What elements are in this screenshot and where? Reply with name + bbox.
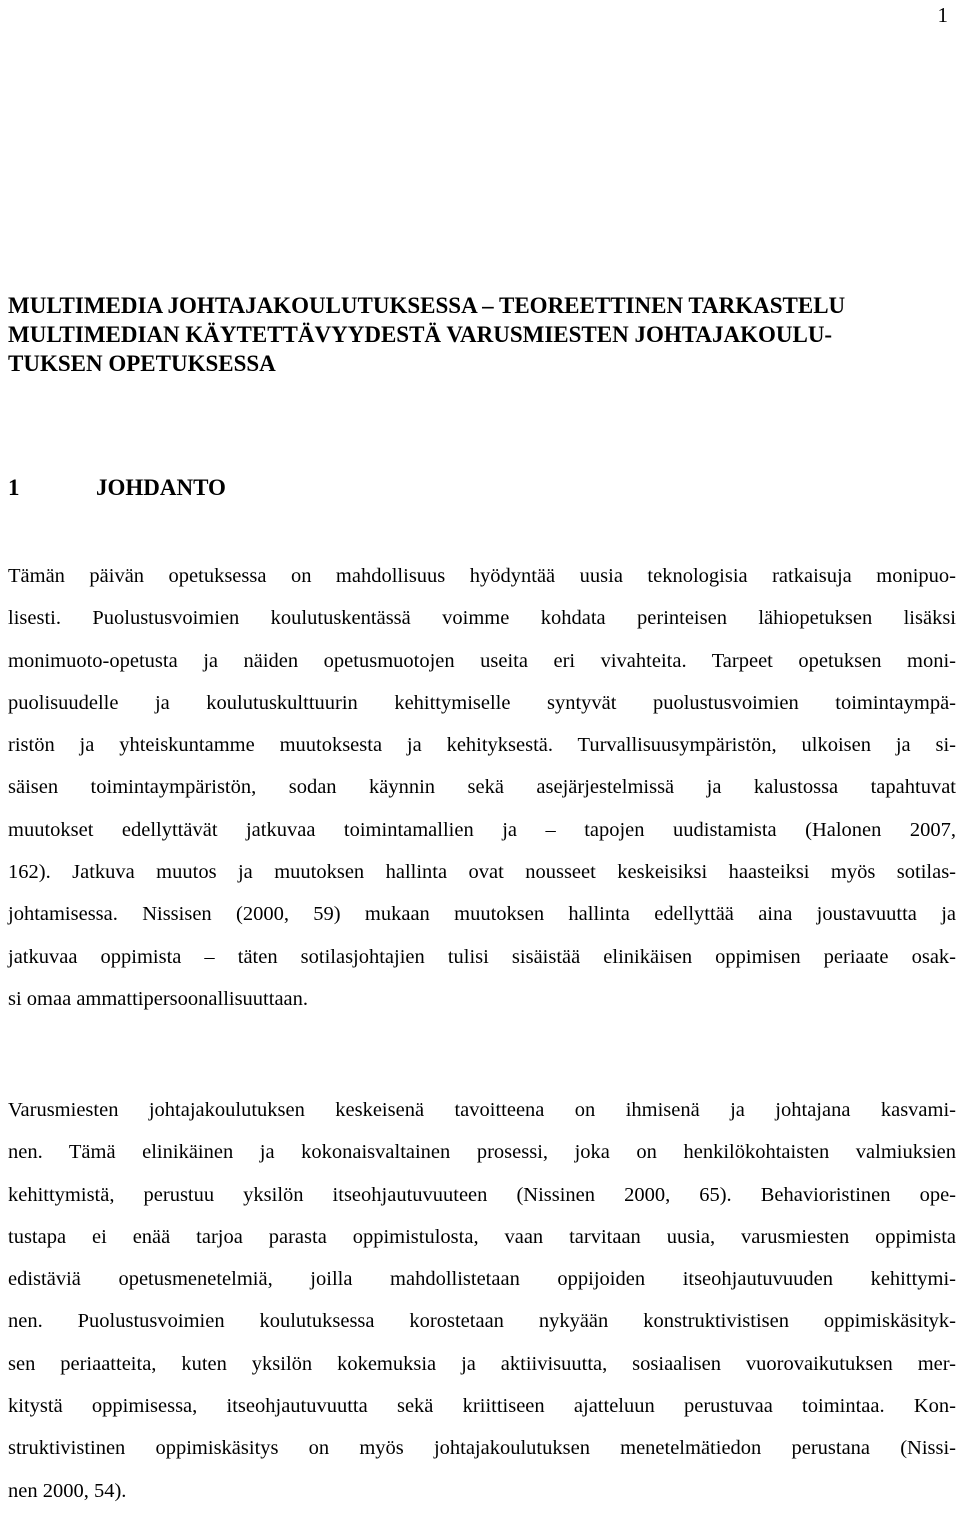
paragraph-line: si omaa ammattipersoonallisuuttaan. <box>8 987 309 1010</box>
document-title-line: TUKSEN OPETUKSESSA <box>8 351 276 376</box>
paragraph-line: Varusmiesten johtajakoulutuksen keskeisenä tavoitteena on ihmisenä ja johtajana kasvami- <box>8 1099 956 1121</box>
paragraph-line: Tämän päivän opetuksessa on mahdollisuus hyödyntää uusia teknologisia ratkaisuja monipuo- <box>8 565 956 587</box>
paragraph-line: sen periaatteita, kuten yksilön kokemuksia ja aktiivisuutta, sosiaalisen vuorovaikutuksen mer- <box>8 1352 956 1375</box>
paragraph-line: johtamisessa. Nissisen (2000, 59) mukaan muutoksen hallinta edellyttää aina joustavuutta ja <box>8 903 956 926</box>
paragraph-line: nen. Tämä elinikäinen ja kokonaisvaltainen prosessi, joka on henkilökohtaisten valmiuksien <box>8 1141 956 1164</box>
section-title: JOHDANTO <box>96 475 226 500</box>
paragraph-line: kitystä oppimisessa, itseohjautuvuutta sekä kriittiseen ajatteluun perustuvaa toimintaa. Kon- <box>8 1395 956 1418</box>
document-title-line: MULTIMEDIAN KÄYTETTÄVYYDESTÄ VARUSMIESTEN JOHTAJAKOULU- <box>8 322 833 347</box>
paragraph-line: jatkuvaa oppimista – täten sotilasjohtajien tulisi sisäistää elinikäisen oppimisen periaate osak- <box>8 945 956 968</box>
body-paragraph <box>8 555 956 1020</box>
section-heading <box>8 473 226 502</box>
paragraph-line: puolisuudelle ja koulutuskulttuurin kehittymiselle syntyvät puolustusvoimien toimintaympä- <box>8 691 956 714</box>
body-paragraph <box>8 1089 956 1512</box>
paragraph-line: 162). Jatkuva muutos ja muutoksen hallinta ovat nousseet keskeisiksi haasteiksi myös sotilas- <box>8 861 956 884</box>
paragraph-line: tustapa ei enää tarjoa parasta oppimistulosta, vaan tarvitaan uusia, varusmiesten oppimista <box>8 1225 956 1248</box>
paragraph-line: edistäviä opetusmenetelmiä, joilla mahdollistetaan oppijoiden itseohjautuvuuden kehittymi- <box>8 1268 956 1291</box>
paragraph-line: nen. Puolustusvoimien koulutuksessa korostetaan nykyään konstruktivistisen oppimiskäsityk- <box>8 1310 956 1333</box>
paragraph-line: lisesti. Puolustusvoimien koulutuskentässä voimme kohdata perinteisen lähiopetuksen lisäksi <box>8 607 956 630</box>
paragraph-line: struktivistinen oppimiskäsitys on myös johtajakoulutuksen menetelmätiedon perustana (Nissi- <box>8 1437 956 1460</box>
paragraph-line: nen 2000, 54). <box>8 1479 127 1502</box>
paragraph-line: säisen toimintaympäristön, sodan käynnin sekä asejärjestelmissä ja kalustossa tapahtuvat <box>8 776 956 799</box>
document-title <box>8 291 953 378</box>
paragraph-line: muutokset edellyttävät jatkuvaa toimintamallien ja – tapojen uudistamista (Halonen 2007, <box>8 818 956 841</box>
paragraph-line: ristön ja yhteiskuntamme muutoksesta ja kehityksestä. Turvallisuusympäristön, ulkoisen ja si- <box>8 734 956 757</box>
paragraph-line: monimuoto-opetusta ja näiden opetusmuotojen useita eri vivahteita. Tarpeet opetuksen moni- <box>8 649 956 672</box>
page-number: 1 <box>937 3 948 27</box>
document-title-line: MULTIMEDIA JOHTAJAKOULUTUKSESSA – TEOREETTINEN TARKASTELU <box>8 293 846 318</box>
section-number: 1 <box>8 475 20 500</box>
paragraph-line: kehittymistä, perustuu yksilön itseohjautuvuuteen (Nissinen 2000, 65). Behavioristinen ope- <box>8 1183 956 1206</box>
